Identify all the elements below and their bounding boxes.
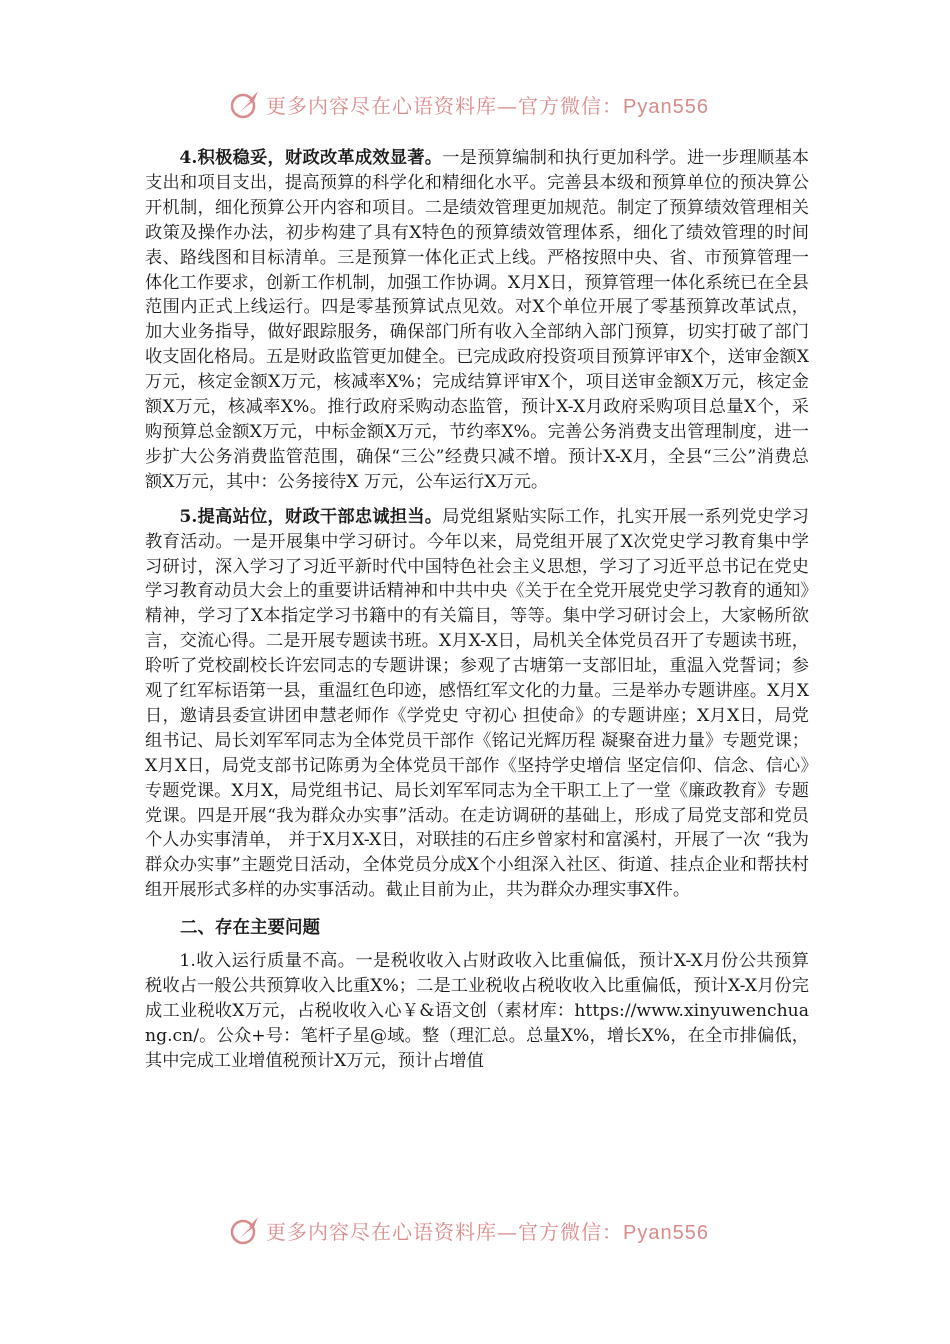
section-4-paragraph — [145, 146, 809, 495]
quill-logo-icon — [228, 1213, 262, 1247]
section-4-lead: 4.积极稳妥，财政改革成效显著。 — [179, 148, 443, 168]
watermark-text: 更多内容尽在心语资料库—官方微信：Pyan556 — [266, 1219, 709, 1244]
section-5-body: 局党组紧贴实际工作，扎实开展一系列党史学习教育活动。一是开展集中学习研讨。今年以来，局党组开展了X次党史学习教育集中学习研讨，深入学习了习近平新时代中国特色社会主义思想，学习了习近平总书记在党史学习教育动员大会上的重要讲话精神和中共中央《关于在全党开展党史学习教育的通知》精神，学习了X本指定学习书籍中的有关篇目，等等。集中学习研讨会上，大家畅所欲言，交流心得。二是开展专题读书班。X月X-X日，局机关全体党员召开了专题读书班，聆听了党校副校长许宏同志的专题讲课；参观了古塘第一支部旧址，重温入党誓词；参观了红军标语第一县，重温红色印迹，感悟红军文化的力量。三是举办专题讲座。X月X日，邀请县委宣讲团申慧老师作《学党史 守初心 担使命》的专题讲座；X月X日，局党组书记、局长刘军军同志为全体党员干部作《铭记光辉历程 凝聚奋进力量》专题党课； X月X日，局党支部书记陈勇为全体党员干部作《坚持学史增信 坚定信仰、信念、信心》专题党课。X月X，局党组书记、局长刘军军同志为全干职工上了一堂《廉政教育》专题党课。四是开展“我为群众办实事”活动。在走访调研的基础上，形成了局党支部和党员个人办实事清单， 并于X月X-X日，对联挂的石庄乡曾家村和富溪村，开展了一次 “我为群众办实事”主题党日活动，全体党员分成X个小组深入社区、街道、挂点企业和帮扶村组开展形式多样的办实事活动。截止目前为止，共为群众办理实事X件。 — [145, 506, 809, 901]
watermark-footer — [228, 1210, 748, 1250]
issue-1-paragraph: 1.收入运行质量不高。一是税收收入占财政收入比重偏低，预计X-X月份公共预算税收占一般公共预算收入比重X%；二是工业税收占税收收入比重偏低，预计X-X月份完成工业税收X万元，占税收收入心￥&语文创（素材库：https://www.xinyuwenchuang.cn/。公众+号：笔杆子星@域。整（理汇总。总量X%，增长X%，在全市排偏低，其中完成工业增值税预计X万元，预计占增值 — [145, 951, 809, 1071]
section-4-body: 一是预算编制和执行更加科学。进一步理顺基本支出和项目支出，提高预算的科学化和精细化水平。完善县本级和预算单位的预决算公开机制，细化预算公开内容和项目。二是绩效管理更加规范。制定了预算绩效管理相关政策及操作办法，初步构建了具有X特色的预算绩效管理体系，细化了绩效管理的时间表、路线图和目标清单。三是预算一体化正式上线。严格按照中央、省、市预算管理一体化工作要求，创新工作机制，加强工作协调。X月X日，预算管理一体化系统已在全县范围内正式上线运行。四是零基预算试点见效。对X个单位开展了零基预算改革试点，加大业务指导，做好跟踪服务，确保部门所有收入全部纳入部门预算，切实打破了部门收支固化格局。五是财政监管更加健全。已完成政府投资项目预算评审X个，送审金额X万元，核定金额X万元，核减率X%；完成结算评审X个，项目送审金额X万元，核定金额X万元，核减率X%。推行政府采购动态监管，预计X-X月政府采购项目总量X个，采购预算总金额X万元，中标金额X万元，节约率X%。完善公务消费支出管理制度，进一步扩大公务消费监管范围，确保“三公”经费只减不增。预计X-X月，全县“三公”消费总额X万元，其中：公务接待X 万元，公车运行X万元。 — [145, 148, 809, 492]
watermark-text: 更多内容尽在心语资料库—官方微信：Pyan556 — [266, 93, 709, 118]
quill-logo-icon — [228, 87, 262, 121]
section-5-paragraph — [145, 505, 809, 904]
section-5-lead: 5.提高站位，财政干部忠诚担当。 — [179, 506, 443, 527]
section-heading-problems: 二、存在主要问题 — [180, 918, 320, 939]
watermark-header — [228, 84, 748, 124]
document-body — [145, 146, 809, 1074]
